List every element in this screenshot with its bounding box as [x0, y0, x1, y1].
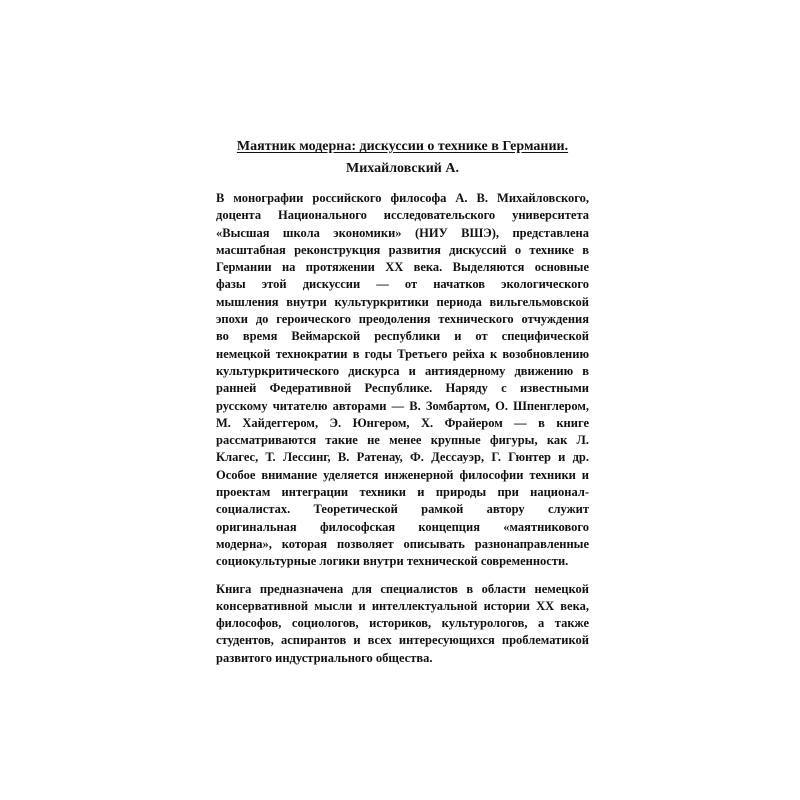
document-title: [216, 137, 589, 179]
paragraph-line: проектам интеграции техники и природы при национал-: [216, 485, 589, 500]
description-paragraph: [216, 190, 589, 571]
paragraph-line: доцента Национального исследовательского университета: [216, 208, 589, 223]
paragraph-line: М. Хайдеггером, Э. Юнгером, Х. Фрайером — в книге: [216, 415, 589, 430]
paragraph-line: оригинальная философская концепция «маятникового: [216, 519, 589, 534]
title-author-line: Михайловский А.: [346, 161, 459, 176]
paragraph-line: мышления внутри культуркритики периода вильгельмовской: [216, 294, 589, 309]
paragraph-line: во время Веймарской республики и от специфической: [216, 329, 589, 344]
title-line-1: Маятник модерна: дискуссии о технике в Германии.: [236, 139, 569, 154]
paragraph-line: Германии на протяжении XX века. Выделяются основные: [216, 260, 589, 275]
paragraph-line: философов, социологов, историков, культурологов, а также: [216, 616, 589, 631]
audience-paragraph: [216, 581, 589, 667]
paragraph-line: «Высшая школа экономики» (НИУ ВШЭ), представлена: [216, 225, 589, 240]
paragraph-line: консервативной мысли и интеллектуальной истории XX века,: [216, 598, 589, 613]
paragraph-line: социокультурные логики внутри технической современности.: [216, 554, 569, 569]
paragraph-line: В монографии российского философа А. В. Михайловского,: [216, 191, 589, 205]
paragraph-line: рассматриваются такие не менее крупные фигуры, как Л.: [216, 433, 589, 448]
paragraph-line: ранней Федеративной Республике. Наряду с известными: [216, 381, 589, 396]
paragraph-line: социалистах. Теоретической рамкой автору служит: [216, 502, 589, 517]
paragraph-line: студентов, аспирантов и всех интересующихся проблематикой: [216, 633, 589, 648]
paragraph-line: эпохи до героического преодоления технического отчуждения: [216, 312, 589, 327]
paragraph-line: Клагес, Т. Лессинг, В. Ратенау, Ф. Дессауэр, Г. Гюнтер и др.: [216, 450, 589, 465]
paragraph-line: масштабная реконструкция развития дискуссий о технике в: [216, 242, 589, 257]
paragraph-line: русскому читателю авторами — В. Зомбартом, О. Шпенглером,: [216, 398, 589, 413]
paragraph-line: культуркритического дискурса и антиядерному движению в: [216, 363, 589, 378]
paragraph-line: Особое внимание уделяется инженерной философии техники и: [216, 467, 589, 482]
document-page: [216, 137, 589, 667]
paragraph-line: немецкой технократии в годы Третьего рейха к возобновлению: [216, 346, 589, 361]
paragraph-line: модерна», которая позволяет описывать разнонаправленные: [216, 536, 589, 551]
paragraph-line: развитого индустриального общества.: [216, 650, 433, 665]
paragraph-line: Книга предназначена для специалистов в области немецкой: [216, 581, 589, 596]
paragraph-line: фазы этой дискуссии — от начатков экологического: [216, 277, 589, 292]
